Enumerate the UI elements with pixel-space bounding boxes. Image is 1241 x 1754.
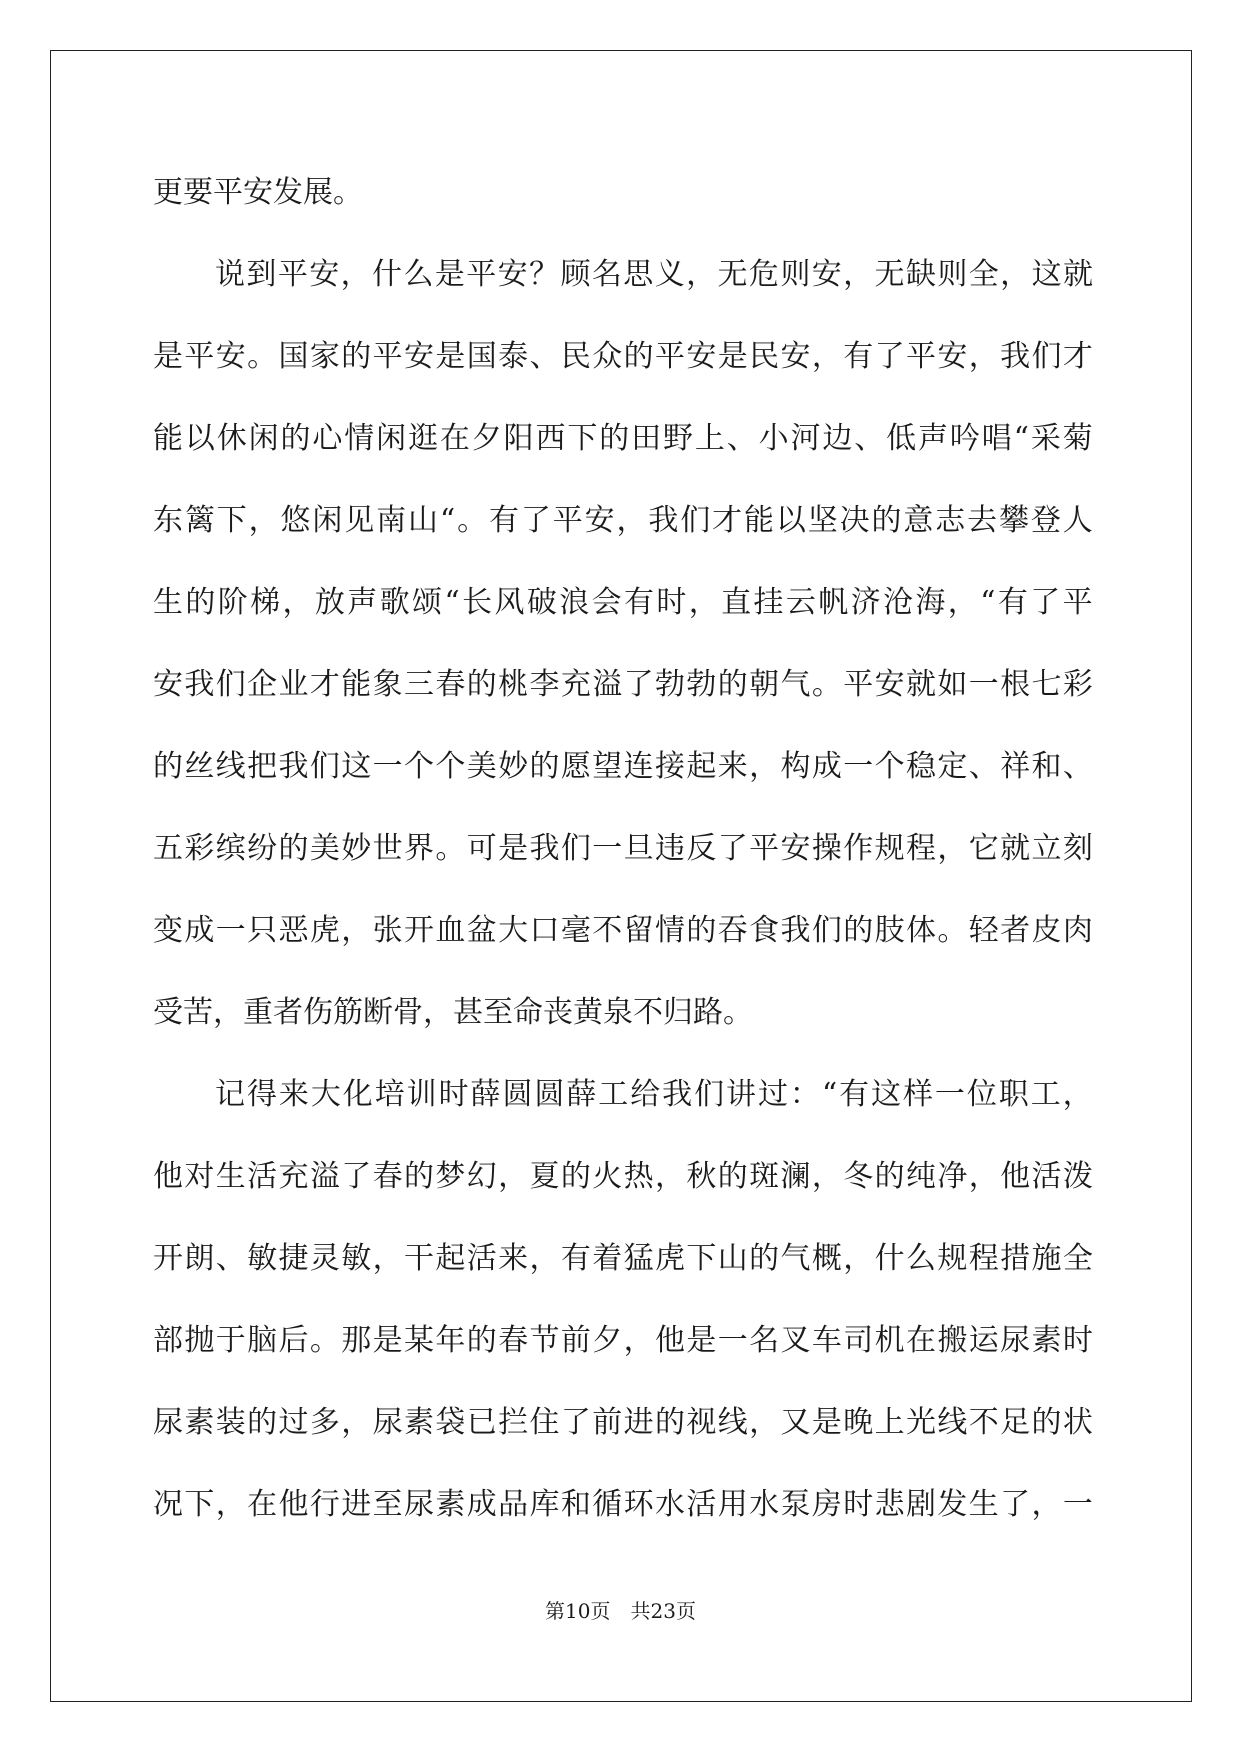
text-line: 况 下 ， 在 他 行 进 至 尿 素 成 品 库 和 循 环 水 活 用 水 泵 房 时 悲 剧 发 生 了 ， 一	[153, 1487, 1093, 1522]
text-line: 尿 素 装 的 过 多 ， 尿 素 袋 已 拦 住 了 前 进 的 视 线 ， 又 是 晚 上 光 线 不 足 的 状	[153, 1405, 1093, 1440]
text-line: 生 的 阶 梯 ， 放 声 歌 颂 “ 长 风 破 浪 会 有 时 ， 直 挂 云 帆 济 沧 海 ， “ 有 了 平	[153, 585, 1093, 620]
text-line: 变 成 一 只 恶 虎 ， 张 开 血 盆 大 口 毫 不 留 情 的 吞 食 我 们 的 肢 体 。 轻 者 皮 肉	[153, 913, 1093, 948]
text-line: 能 以 休 闲 的 心 情 闲 逛 在 夕 阳 西 下 的 田 野 上 、 小 河 边 、 低 声 吟 唱 “ 采 菊	[153, 421, 1093, 456]
text-line: 记 得 来 大 化 培 训 时 薛 圆 圆 薛 工 给 我 们 讲 过 ： “ 有 这 样 一 位 职 工 ，	[215, 1077, 1093, 1112]
text-line: 东 篱 下 ， 悠 闲 见 南 山 “ 。 有 了 平 安 ， 我 们 才 能 以 坚 决 的 意 志 去 攀 登 人	[153, 503, 1093, 538]
text-line: 安 我 们 企 业 才 能 象 三 春 的 桃 李 充 溢 了 勃 勃 的 朝 气 。 平 安 就 如 一 根 七 彩	[153, 667, 1093, 702]
text-line: 他 对 生 活 充 溢 了 春 的 梦 幻 ， 夏 的 火 热 ， 秋 的 斑 澜 ， 冬 的 纯 净 ， 他 活 泼	[153, 1159, 1093, 1194]
text-line: 是 平 安 。 国 家 的 平 安 是 国 泰 、 民 众 的 平 安 是 民 安 ， 有 了 平 安 ， 我 们 才	[153, 339, 1093, 374]
page-number-footer: 第10页 共23页	[545, 1599, 696, 1623]
text-line: 更 要 平 安 发 展 。	[153, 175, 363, 210]
document-body	[153, 152, 1093, 1546]
text-line: 开 朗 、 敏 捷 灵 敏 ， 干 起 活 来 ， 有 着 猛 虎 下 山 的 气 概 ， 什 么 规 程 措 施 全	[153, 1241, 1093, 1276]
text-line: 的 丝 线 把 我 们 这 一 个 个 美 妙 的 愿 望 连 接 起 来 ， 构 成 一 个 稳 定 、 祥 和 、	[153, 749, 1093, 784]
text-line: 部 抛 于 脑 后 。 那 是 某 年 的 春 节 前 夕 ， 他 是 一 名 叉 车 司 机 在 搬 运 尿 素 时	[153, 1323, 1093, 1358]
text-line: 受 苦 ， 重 者 伤 筋 断 骨 ， 甚 至 命 丧 黄 泉 不 归 路 。	[153, 995, 753, 1030]
text-line: 五 彩 缤 纷 的 美 妙 世 界 。 可 是 我 们 一 旦 违 反 了 平 安 操 作 规 程 ， 它 就 立 刻	[153, 831, 1093, 866]
text-line: 说 到 平 安 ， 什 么 是 平 安 ？ 顾 名 思 义 ， 无 危 则 安 ， 无 缺 则 全 ， 这 就	[215, 257, 1093, 292]
